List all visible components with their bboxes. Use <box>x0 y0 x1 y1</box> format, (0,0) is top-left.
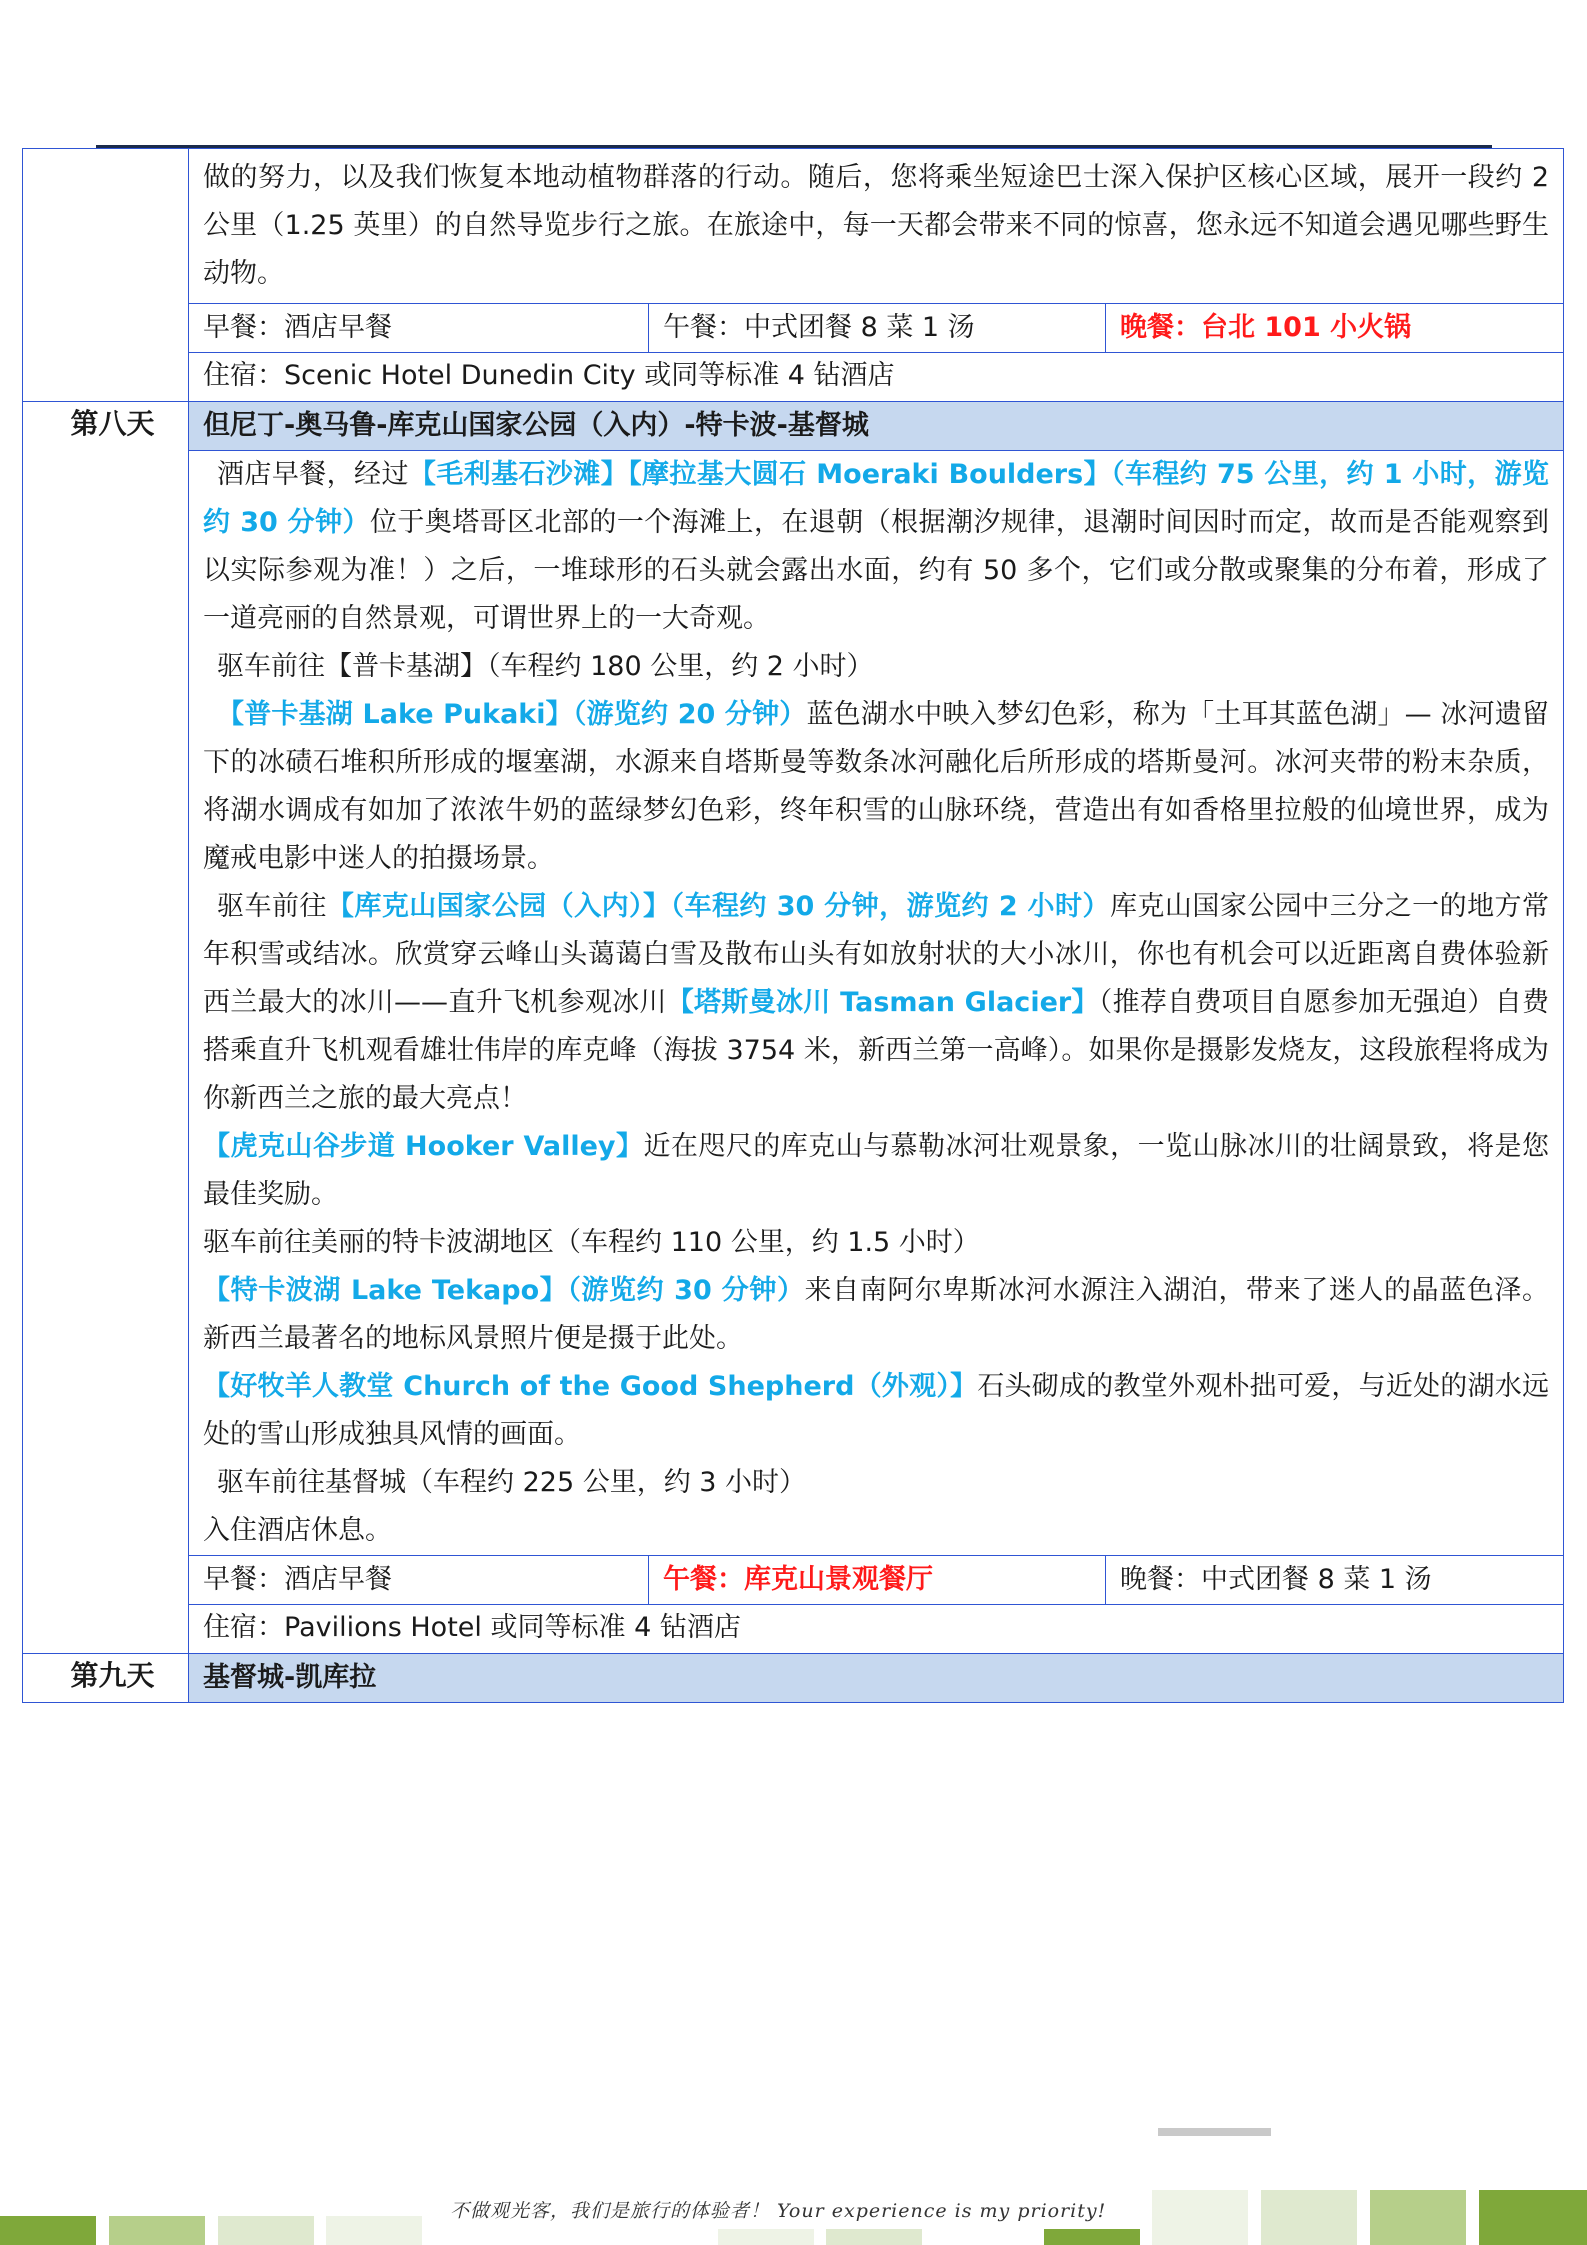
footer-block <box>0 2216 96 2245</box>
day8-para-hooker: 【虎克山谷步道 Hooker Valley】近在咫尺的库克山与慕勒冰河壮观景象，一览山脉冰川的壮阔景致，将是您最佳奖励。 <box>203 1131 1550 1210</box>
day7-hotel: 住宿：Scenic Hotel Dunedin City 或同等标准 4 钻酒店 <box>189 353 1564 402</box>
day8-para-drive-christchurch: 驱车前往基督城（车程约 225 公里，约 3 小时） <box>217 1467 807 1498</box>
day7-meals-row <box>23 304 1564 353</box>
day7-hotel-row <box>23 353 1564 402</box>
day8-route-cell <box>189 402 1564 451</box>
itinerary-table <box>22 148 1564 1703</box>
footer-block <box>218 2216 314 2245</box>
footer-divider <box>1158 2128 1271 2136</box>
footer-block <box>326 2216 422 2245</box>
day7-breakfast: 早餐：酒店早餐 <box>203 304 649 352</box>
day8-description-cell <box>189 451 1564 1556</box>
day8-breakfast: 早餐：酒店早餐 <box>203 1556 649 1604</box>
church-highlight: 【好牧羊人教堂 Church of the Good Shepherd（外观）】 <box>203 1371 978 1402</box>
footer-block <box>1044 2229 1140 2245</box>
hooker-valley-highlight: 【虎克山谷步道 Hooker Valley】 <box>203 1131 644 1162</box>
day9-route: 基督城-凯库拉 <box>203 1654 1563 1702</box>
day9-header-row <box>23 1654 1564 1703</box>
day7-meals-cell <box>189 304 1564 353</box>
day7-description-cell <box>189 149 1564 304</box>
day9-label: 第九天 <box>23 1654 189 1703</box>
footer-block <box>1261 2190 1357 2245</box>
footer-block <box>718 2229 814 2245</box>
day7-label-cell <box>23 149 189 402</box>
footer-slogan: 不做观光客，我们是旅行的体验者！ Your experience is my priority! <box>450 2200 1107 2222</box>
day8-hotel: 住宿：Pavilions Hotel 或同等标准 4 钻酒店 <box>189 1605 1564 1654</box>
footer-block <box>826 2229 922 2245</box>
tekapo-highlight: 【特卡波湖 Lake Tekapo】（游览约 30 分钟） <box>203 1275 805 1306</box>
day9-route-cell <box>189 1654 1564 1703</box>
footer-block <box>1370 2190 1466 2245</box>
day8-hotel-row <box>23 1605 1564 1654</box>
mtcook-highlight: 【库克山国家公园（入内）】（车程约 30 分钟，游览约 2 小时） <box>326 891 1110 922</box>
day8-para-drive-tekapo: 驱车前往美丽的特卡波湖地区（车程约 110 公里，约 1.5 小时） <box>203 1227 980 1258</box>
footer-block <box>1152 2190 1248 2245</box>
day8-lunch: 午餐：库克山景观餐厅 <box>649 1556 1106 1604</box>
day8-dinner: 晚餐：中式团餐 8 菜 1 汤 <box>1120 1564 1432 1595</box>
footer-block <box>109 2216 205 2245</box>
day8-para-drive-pukaki: 驱车前往【普卡基湖】（车程约 180 公里，约 2 小时） <box>217 651 874 682</box>
pukaki-highlight: 【普卡基湖 Lake Pukaki】（游览约 20 分钟） <box>217 699 807 730</box>
day7-dinner: 晚餐：台北 101 小火锅 <box>1120 312 1412 343</box>
day8-meals-row <box>23 1556 1564 1605</box>
day8-para-mtcook: 驱车前往【库克山国家公园（入内）】（车程约 30 分钟，游览约 2 小时）库克山国家公园中三分之一的地方常年积雪或结冰。欣赏穿云峰山头蔼蔼白雪及散布山头有如放射状的大小冰川，你也有机会可以近距离自费体验新西兰最大的冰川——直升飞机参观冰川【塔斯曼冰川 Tasman Glacier】（推荐自费项目自愿参加无强迫）自费搭乘直升飞机观看雄壮伟岸的库克峰（海拔 3754 米，新西兰第一高峰）。如果你是摄影发烧友，这段旅程将成为你新西兰之旅的最大亮点！ <box>203 891 1550 1114</box>
tasman-glacier-highlight: 【塔斯曼冰川 Tasman Glacier】 <box>666 987 1099 1018</box>
day8-para-moeraki: 酒店早餐，经过【毛利基石沙滩】【摩拉基大圆石 Moeraki Boulders】（车程约 75 公里，约 1 小时，游览约 30 分钟）位于奥塔哥区北部的一个海滩上，在退朝（根据潮汐规律，退潮时间因时而定，故而是否能观察到以实际参观为准！）之后，一堆球形的石头就会露出水面，约有 50 多个，它们或分散或聚集的分布着，形成了一道亮丽的自然景观，可谓世界上的一大奇观。 <box>203 459 1549 634</box>
day8-meals-cell <box>189 1556 1564 1605</box>
day7-description: 做的努力，以及我们恢复本地动植物群落的行动。随后，您将乘坐短途巴士深入保护区核心区域，展开一段约 2 公里（1.25 英里）的自然导览步行之旅。在旅途中，每一天都会带来不同的惊喜，您永远不知道会遇见哪些野生动物。 <box>203 162 1549 289</box>
day8-description-row <box>23 451 1564 1556</box>
footer-block <box>1479 2190 1587 2245</box>
day8-para-checkin: 入住酒店休息。 <box>203 1515 392 1546</box>
moeraki-highlight: 【毛利基石沙滩】【摩拉基大圆石 Moeraki Boulders】（车程约 75 公里，约 1 小时，游览约 30 分钟） <box>203 459 1549 538</box>
day8-para-church: 【好牧羊人教堂 Church of the Good Shepherd（外观）】石头砌成的教堂外观朴拙可爱，与近处的湖水远处的雪山形成独具风情的画面。 <box>203 1371 1550 1450</box>
day8-para-pukaki: 【普卡基湖 Lake Pukaki】（游览约 20 分钟）蓝色湖水中映入梦幻色彩，称为「土耳其蓝色湖」— 冰河遗留下的冰碛石堆积所形成的堰塞湖，水源来自塔斯曼等数条冰河融化后所形成的塔斯曼河。冰河夹带的粉末杂质，将湖水调成有如加了浓浓牛奶的蓝绿梦幻色彩，终年积雪的山脉环绕，营造出有如香格里拉般的仙境世界，成为魔戒电影中迷人的拍摄场景。 <box>203 699 1549 874</box>
day8-para-tekapo: 【特卡波湖 Lake Tekapo】（游览约 30 分钟）来自南阿尔卑斯冰河水源注入湖泊，带来了迷人的晶蓝色泽。新西兰最著名的地标风景照片便是摄于此处。 <box>203 1275 1550 1354</box>
day8-route: 但尼丁-奥马鲁-库克山国家公园（入内）-特卡波-基督城 <box>203 402 1563 450</box>
day8-label: 第八天 <box>23 402 189 1654</box>
day8-header-row <box>23 402 1564 451</box>
day7-description-row <box>23 149 1564 304</box>
day7-lunch: 午餐：中式团餐 8 菜 1 汤 <box>649 304 1106 352</box>
